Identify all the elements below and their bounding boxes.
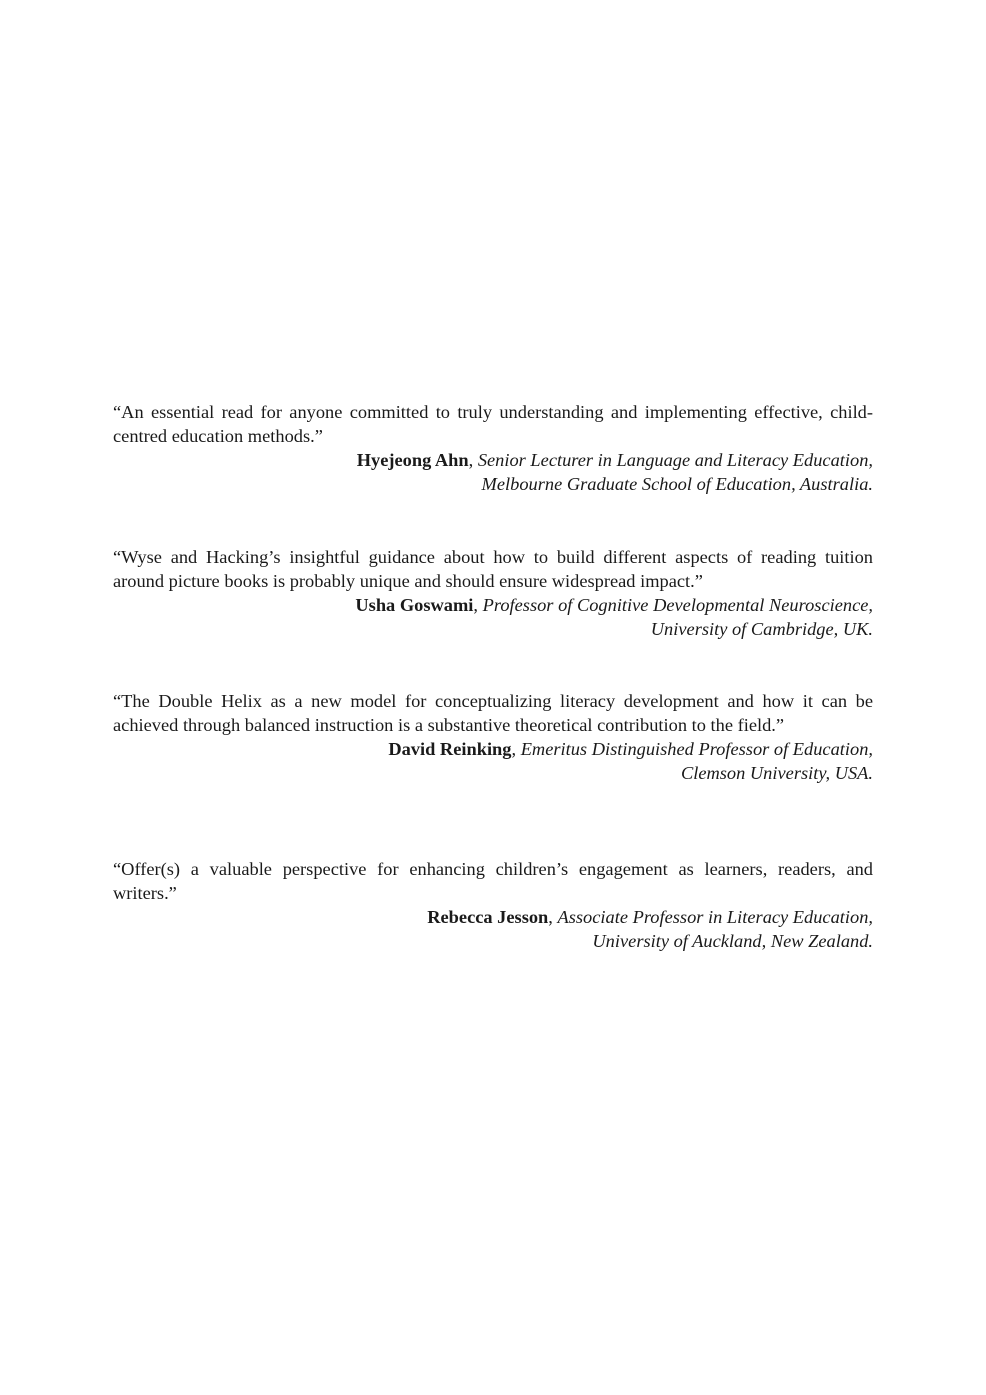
attribution-first-line <box>113 905 873 929</box>
attribution-first-line <box>113 448 873 472</box>
endorser-title: Professor of Cognitive Developmental Neuroscience, <box>482 595 873 615</box>
endorsement-attribution <box>113 448 873 496</box>
endorsement-ahn <box>113 400 873 496</box>
endorser-title: Associate Professor in Literacy Education, <box>557 907 873 927</box>
attribution-first-line <box>113 737 873 761</box>
endorser-name: Usha Goswami <box>355 595 474 615</box>
endorsement-reinking <box>113 689 873 785</box>
endorsement-attribution <box>113 593 873 641</box>
endorser-institution: Melbourne Graduate School of Education, Australia. <box>481 474 873 494</box>
attribution-first-line <box>113 593 873 617</box>
endorser-institution: Clemson University, USA. <box>680 763 873 783</box>
endorsement-quote: “Wyse and Hacking’s insightful guidance about how to build different aspects of reading tuition around picture books is probably unique and should ensure widespread impact.” <box>113 547 873 591</box>
endorser-name: Hyejeong Ahn <box>356 450 469 470</box>
attribution-separator: , <box>548 907 558 927</box>
endorser-name: David Reinking <box>388 739 512 759</box>
endorser-name: Rebecca Jesson <box>427 907 549 927</box>
endorsement-quote: “The Double Helix as a new model for conceptualizing literacy development and how it can be achieved through balanced instruction is a substantive theoretical contribution to the field.” <box>113 691 873 735</box>
endorsement-attribution <box>113 905 873 953</box>
attribution-separator: , <box>511 739 521 759</box>
endorsement-attribution <box>113 737 873 785</box>
endorsement-quote: “An essential read for anyone committed to truly understanding and implementing effective, child-centred education methods.” <box>113 402 873 446</box>
attribution-separator: , <box>473 595 483 615</box>
endorser-institution: University of Cambridge, UK. <box>650 619 873 639</box>
endorser-institution: University of Auckland, New Zealand. <box>592 931 873 951</box>
endorsement-jesson <box>113 857 873 953</box>
endorsement-quote: “Offer(s) a valuable perspective for enhancing children’s engagement as learners, readers, and writers.” <box>113 859 873 903</box>
endorser-title: Emeritus Distinguished Professor of Education, <box>520 739 873 759</box>
endorser-title: Senior Lecturer in Language and Literacy Education, <box>477 450 873 470</box>
attribution-separator: , <box>468 450 478 470</box>
endorsement-goswami <box>113 545 873 641</box>
